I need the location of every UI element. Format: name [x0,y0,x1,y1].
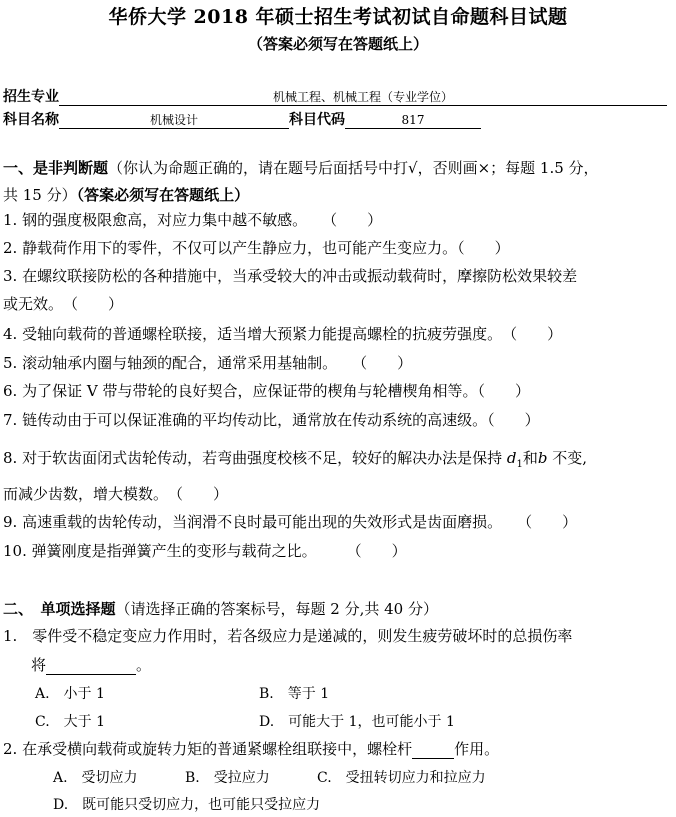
s2-q1-option-d: D. 可能大于 1，也可能小于 1 [259,714,455,730]
q8-var-b: b [537,449,548,467]
s1-question-10: 10. 弹簧刚度是指弹簧产生的变形与载荷之比。 （ ） [3,542,407,560]
section1-header [3,157,599,178]
subject-row [3,109,481,129]
s1-question-8b: 而减少齿数，增大模数。 （ ） [3,485,229,503]
section2-heading: 二、 单项选择题 [3,600,116,618]
exam-subtitle: （答案必须写在答题纸上） [247,35,428,53]
s2-question-1b [31,654,151,675]
q8-var-d-sub: 1 [516,459,523,470]
major-value: 机械工程、机械工程（专业学位） [59,89,667,106]
section1-instruction-b: 共 15 分） [3,186,77,204]
s1-question-3b: 或无效。 （ ） [3,295,124,313]
s1-question-6: 6. 为了保证 V 带与带轮的良好契合，应保证带的楔角与轮槽楔角相等。（ ） [3,382,530,400]
major-label: 招生专业 [3,89,59,105]
q2-answer-blank [412,743,454,759]
exam-title: 华侨大学 2018 年硕士招生考试初试自命题科目试题 [108,6,568,28]
s1-question-8a [3,447,587,470]
s1-question-1: 1. 钢的强度极限愈高，对应力集中越不敏感。 （ ） [3,211,383,229]
s1-question-3a: 3. 在螺纹联接防松的各种措施中，当承受较大的冲击或振动载荷时，摩擦防松效果较差 [3,267,578,285]
section1-header-b [3,184,249,205]
s2-q1-option-c: C. 大于 1 [35,714,106,730]
s2-q2-option-d: D. 既可能只受切应力，也可能只受拉应力 [53,797,321,813]
q8-text-pre: 8. 对于软齿面闭式齿轮传动，若弯曲强度校核不足，较好的解决办法是保持 [3,449,507,467]
s2-q1-option-b: B. 等于 1 [259,686,330,702]
s2-q2-option-a: A. 受切应力 [53,770,138,786]
s1-question-7: 7. 链传动由于可以保证准确的平均传动比，通常放在传动系统的高速级。（ ） [3,411,540,429]
q2-text-pre: 2. 在承受横向载荷或旋转力矩的普通紧螺栓组联接中，螺栓杆 [3,740,413,758]
code-label: 科目代码 [289,112,345,128]
section1-instruction-a: （你认为命题正确的，请在题号后面括号中打√，否则画×；每题 1.5 分， [108,159,599,177]
section2-instruction: （请选择正确的答案标号，每题 2 分,共 40 分） [115,600,438,618]
q1-text-post: 。 [136,656,152,674]
major-row [3,86,667,106]
s1-question-9: 9. 高速重载的齿轮传动，当润滑不良时最可能出现的失效形式是齿面磨损。 （ ） [3,513,578,531]
s1-question-5: 5. 滚动轴承内圈与轴颈的配合，通常采用基轴制。 （ ） [3,354,413,372]
s2-question-2 [3,738,499,759]
s2-question-1a: 1. 零件受不稳定变应力作用时，若各级应力是递减的，则发生疲劳破坏时的总损伤率 [3,627,573,645]
q8-text-mid: 和 [522,449,538,467]
section1-instruction-bold: （答案必须写在答题纸上） [76,186,250,204]
q1-answer-blank [46,659,136,675]
s2-q2-option-c: C. 受扭转切应力和拉应力 [317,770,486,786]
q8-text-post: 不变, [547,449,588,467]
q1-text-pre: 将 [31,656,47,674]
section1-heading: 一、是非判断题 [3,159,109,177]
code-value: 817 [345,112,481,129]
q2-text-post: 作用。 [454,740,500,758]
q8-var-d: d [506,449,517,467]
s2-q1-option-a: A. 小于 1 [35,686,105,702]
s1-question-2: 2. 静载荷作用下的零件，不仅可以产生静应力，也可能产生变应力。（ ） [3,239,510,257]
subject-value: 机械设计 [59,112,289,129]
subject-label: 科目名称 [3,112,59,128]
s1-question-4: 4. 受轴向载荷的普通螺栓联接，适当增大预紧力能提高螺栓的抗疲劳强度。 （ ） [3,325,563,343]
section2-header [3,598,438,619]
s2-q2-option-b: B. 受拉应力 [185,770,270,786]
